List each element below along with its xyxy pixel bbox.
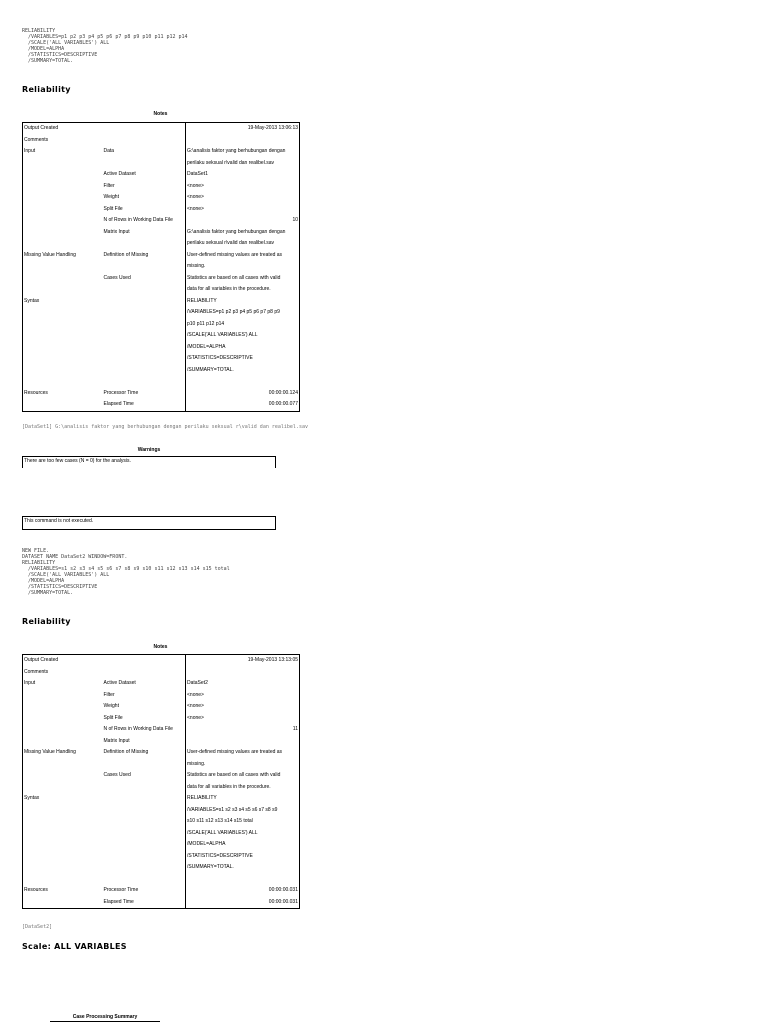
row-sublabel (103, 839, 186, 851)
row-sublabel (103, 158, 186, 170)
row-sublabel: Active Dataset (103, 680, 136, 686)
table-row (23, 273, 300, 285)
row-sublabel (103, 655, 186, 667)
row-value: missing. (186, 261, 300, 273)
row-value: perilaku seksual r\valid dan realibel.sav (186, 238, 300, 250)
table-row (23, 388, 300, 400)
row-sublabel (103, 793, 186, 805)
row-label (23, 701, 103, 713)
row-label: Syntax (24, 795, 40, 801)
row-sublabel (103, 296, 186, 308)
row-label (23, 839, 103, 851)
table-row (23, 376, 300, 388)
row-label (23, 227, 103, 239)
row-sublabel: Weight (103, 194, 119, 200)
row-value: /SUMMARY=TOTAL. (186, 365, 300, 377)
row-value (186, 135, 300, 147)
table-row (23, 181, 300, 193)
row-label (23, 805, 103, 817)
row-label (23, 330, 103, 342)
row-label: Missing Value Handling (24, 749, 76, 755)
row-sublabel (103, 782, 186, 794)
row-label: Output Created (24, 657, 59, 663)
syntax-line: /VARIABLES=s1 s2 s3 s4 s5 s6 s7 s8 s9 s10 s11 s12 s13 s14 s15 total (22, 566, 230, 572)
row-sublabel: Cases Used (103, 274, 131, 281)
row-value: 19-May-2013 13:13:05 (186, 655, 300, 667)
notes-table-2-title: Notes (153, 644, 168, 650)
dataset-line-2: [DataSet2] (22, 924, 53, 930)
row-value: missing. (186, 759, 300, 771)
row-value: <none> (186, 690, 300, 702)
row-value: /VARIABLES=p1 p2 p3 p4 p5 p6 p7 p8 p9 (186, 307, 300, 319)
row-label (23, 204, 103, 216)
row-sublabel (103, 365, 186, 377)
row-label (23, 284, 103, 296)
row-label: Comments (24, 668, 49, 675)
table-row (23, 330, 300, 342)
row-sublabel: Elapsed Time (103, 898, 134, 905)
table-row (23, 238, 300, 250)
row-value: s10 s11 s12 s13 s14 s15 total (186, 816, 300, 828)
row-sublabel: Definition of Missing (103, 251, 149, 258)
row-sublabel: Filter (103, 691, 115, 698)
row-sublabel: Processor Time (103, 887, 139, 893)
row-sublabel (103, 135, 186, 147)
row-label (23, 816, 103, 828)
row-sublabel: Weight (103, 703, 119, 709)
row-sublabel: Cases Used (103, 772, 131, 778)
row-label (23, 353, 103, 365)
row-sublabel (103, 851, 186, 863)
row-value: <none> (186, 701, 300, 713)
notes-table-2 (22, 654, 300, 909)
table-row (23, 284, 300, 296)
table-row (23, 353, 300, 365)
row-value: perilaku seksual r\valid dan realibel.sav (186, 158, 300, 170)
row-sublabel: Processor Time (103, 389, 139, 396)
row-label: Syntax (24, 297, 40, 304)
row-sublabel: Data (103, 148, 115, 154)
row-label (23, 828, 103, 840)
warning-message-too-few-cases: There are too few cases (N = 0) for the analysis. (24, 458, 131, 464)
row-sublabel: N of Rows in Working Data File (103, 217, 173, 223)
row-label (23, 215, 103, 227)
table-row (23, 713, 300, 725)
table-row (23, 747, 300, 759)
row-value: RELIABILITY (186, 793, 300, 805)
row-sublabel: Matrix Input (103, 228, 130, 235)
row-sublabel (103, 330, 186, 342)
row-sublabel: Active Dataset (103, 171, 136, 177)
row-label (23, 736, 103, 748)
row-value: DataSet2 (186, 678, 300, 690)
syntax-line: /MODEL=ALPHA (22, 46, 65, 52)
table-row (23, 690, 300, 702)
row-sublabel (103, 307, 186, 319)
row-sublabel: Matrix Input (103, 737, 130, 744)
row-value: 00:00:00.031 (186, 885, 300, 897)
warning-message-not-executed: This command is not executed. (24, 518, 94, 524)
row-value: Statistics are based on all cases with valid (186, 273, 300, 285)
row-value: <none> (186, 204, 300, 216)
table-row (23, 135, 300, 147)
table-row (23, 169, 300, 181)
row-value: /SUMMARY=TOTAL. (186, 862, 300, 874)
table-row (23, 655, 300, 667)
case-processing-summary-title: Case Processing Summary (72, 1014, 138, 1020)
table-row (23, 296, 300, 308)
table-row (23, 250, 300, 262)
table-row (23, 828, 300, 840)
table-row (23, 123, 300, 135)
table-row (23, 759, 300, 771)
row-value: /STATISTICS=DESCRIPTIVE (186, 851, 300, 863)
row-value: G:\analisis faktor yang berhubungan dengan (186, 146, 300, 158)
syntax-line: /SCALE('ALL VARIABLES') ALL (22, 572, 110, 578)
row-sublabel: N of Rows in Working Data File (103, 726, 173, 732)
table-row (23, 897, 300, 909)
warnings-box-top (22, 456, 276, 468)
row-label (23, 342, 103, 354)
row-value: 00:00:00.077 (186, 399, 300, 411)
table-row (23, 793, 300, 805)
row-sublabel (103, 353, 186, 365)
row-sublabel (103, 319, 186, 331)
table-row (23, 667, 300, 679)
table-row (23, 678, 300, 690)
row-label: Input (24, 148, 36, 154)
syntax-block-1 (22, 28, 188, 64)
row-value: RELIABILITY (186, 296, 300, 308)
table-row (23, 782, 300, 794)
row-sublabel (103, 759, 186, 771)
row-label: Output Created (24, 125, 59, 131)
row-label: Input (24, 680, 36, 686)
row-label (23, 365, 103, 377)
section-heading-scale: Scale: ALL VARIABLES (22, 942, 127, 951)
syntax-line: RELIABILITY (22, 560, 56, 566)
row-sublabel: Filter (103, 182, 115, 189)
row-value: <none> (186, 192, 300, 204)
row-label: Comments (24, 136, 49, 143)
row-value: 10 (186, 215, 300, 227)
table-row (23, 192, 300, 204)
row-value: 19-May-2013 13:06:13 (186, 123, 300, 135)
row-value: <none> (186, 713, 300, 725)
table-row (23, 701, 300, 713)
table-row (23, 215, 300, 227)
row-label (23, 261, 103, 273)
row-label (23, 192, 103, 204)
table-row (23, 862, 300, 874)
row-sublabel: Split File (103, 205, 123, 212)
row-sublabel (103, 805, 186, 817)
row-value (186, 376, 300, 388)
row-value: 00:00:00.031 (186, 897, 300, 909)
table-row (23, 874, 300, 886)
syntax-line: NEW FILE. (22, 548, 50, 554)
case-processing-summary-top-border (50, 1021, 160, 1022)
row-value: User-defined missing values are treated as (186, 747, 300, 759)
table-row (23, 319, 300, 331)
row-label (23, 307, 103, 319)
row-sublabel (103, 284, 186, 296)
notes-table-1-title: Notes (153, 111, 168, 117)
row-label (23, 181, 103, 193)
row-label (23, 724, 103, 736)
row-sublabel (103, 376, 186, 388)
table-row (23, 399, 300, 411)
row-value: Statistics are based on all cases with valid (186, 770, 300, 782)
row-label (23, 376, 103, 388)
table-row (23, 736, 300, 748)
row-value: /SCALE('ALL VARIABLES') ALL (186, 330, 300, 342)
row-label: Resources (24, 887, 48, 893)
row-value (186, 667, 300, 679)
row-label (23, 851, 103, 863)
table-row (23, 307, 300, 319)
dataset-line-1: [DataSet1] G:\analisis faktor yang berhubungan dengan perilaku seksual r\valid dan realibel.sav (22, 424, 308, 430)
row-value (186, 874, 300, 886)
syntax-line: /SUMMARY=TOTAL. (22, 590, 74, 596)
row-sublabel (103, 828, 186, 840)
row-value (186, 736, 300, 748)
table-row (23, 342, 300, 354)
row-value: User-defined missing values are treated as (186, 250, 300, 262)
row-value: G:\analisis faktor yang berhubungan dengan (186, 227, 300, 239)
section-heading-reliability-2: Reliability (22, 617, 71, 626)
row-label (23, 158, 103, 170)
syntax-line: /MODEL=ALPHA (22, 578, 65, 584)
row-sublabel (103, 238, 186, 250)
row-value: /MODEL=ALPHA (186, 342, 300, 354)
row-value: p10 p11 p12 p14 (186, 319, 300, 331)
row-label: Missing Value Handling (24, 251, 76, 258)
table-row (23, 158, 300, 170)
row-label (23, 759, 103, 771)
row-sublabel (103, 816, 186, 828)
syntax-line: RELIABILITY (22, 28, 56, 34)
row-sublabel: Definition of Missing (103, 749, 149, 755)
row-value: 00:00:00.124 (186, 388, 300, 400)
row-label (23, 238, 103, 250)
table-row (23, 839, 300, 851)
table-row (23, 365, 300, 377)
section-heading-reliability-1: Reliability (22, 85, 71, 94)
row-label (23, 273, 103, 285)
table-row (23, 204, 300, 216)
warnings-box-bottom (22, 516, 276, 530)
row-label (23, 862, 103, 874)
row-value: DataSet1 (186, 169, 300, 181)
table-row (23, 770, 300, 782)
syntax-line: /STATISTICS=DESCRIPTIVE (22, 584, 98, 590)
table-row (23, 885, 300, 897)
table-row (23, 261, 300, 273)
syntax-block-2 (22, 548, 230, 596)
row-label (23, 399, 103, 411)
row-sublabel: Split File (103, 714, 123, 721)
table-row (23, 805, 300, 817)
warnings-title: Warnings (137, 447, 161, 453)
table-row (23, 851, 300, 863)
row-value: /STATISTICS=DESCRIPTIVE (186, 353, 300, 365)
notes-table-1 (22, 122, 300, 412)
row-sublabel (103, 874, 186, 886)
row-label (23, 897, 103, 909)
table-row (23, 146, 300, 158)
row-value: 11 (186, 724, 300, 736)
row-label (23, 874, 103, 886)
row-sublabel: Elapsed Time (103, 401, 134, 407)
table-row (23, 816, 300, 828)
row-value: data for all variables in the procedure. (186, 284, 300, 296)
row-sublabel (103, 123, 186, 135)
row-sublabel (103, 342, 186, 354)
row-sublabel (103, 667, 186, 679)
syntax-line: /VARIABLES=p1 p2 p3 p4 p5 p6 p7 p8 p9 p10 p11 p12 p14 (22, 34, 188, 40)
row-label (23, 782, 103, 794)
row-label (23, 319, 103, 331)
row-label (23, 690, 103, 702)
row-value: <none> (186, 181, 300, 193)
syntax-line: DATASET NAME DataSet2 WINDOW=FRONT. (22, 554, 128, 560)
syntax-line: /SUMMARY=TOTAL. (22, 58, 74, 64)
row-value: data for all variables in the procedure. (186, 782, 300, 794)
row-label (23, 770, 103, 782)
row-value: /VARIABLES=s1 s2 s3 s4 s5 s6 s7 s8 s9 (186, 805, 300, 817)
row-label: Resources (24, 389, 48, 396)
syntax-line: /SCALE('ALL VARIABLES') ALL (22, 40, 110, 46)
row-sublabel (103, 862, 186, 874)
table-row (23, 724, 300, 736)
syntax-line: /STATISTICS=DESCRIPTIVE (22, 52, 98, 58)
row-value: /SCALE('ALL VARIABLES') ALL (186, 828, 300, 840)
table-row (23, 227, 300, 239)
row-label (23, 169, 103, 181)
row-value: /MODEL=ALPHA (186, 839, 300, 851)
row-sublabel (103, 261, 186, 273)
row-label (23, 713, 103, 725)
